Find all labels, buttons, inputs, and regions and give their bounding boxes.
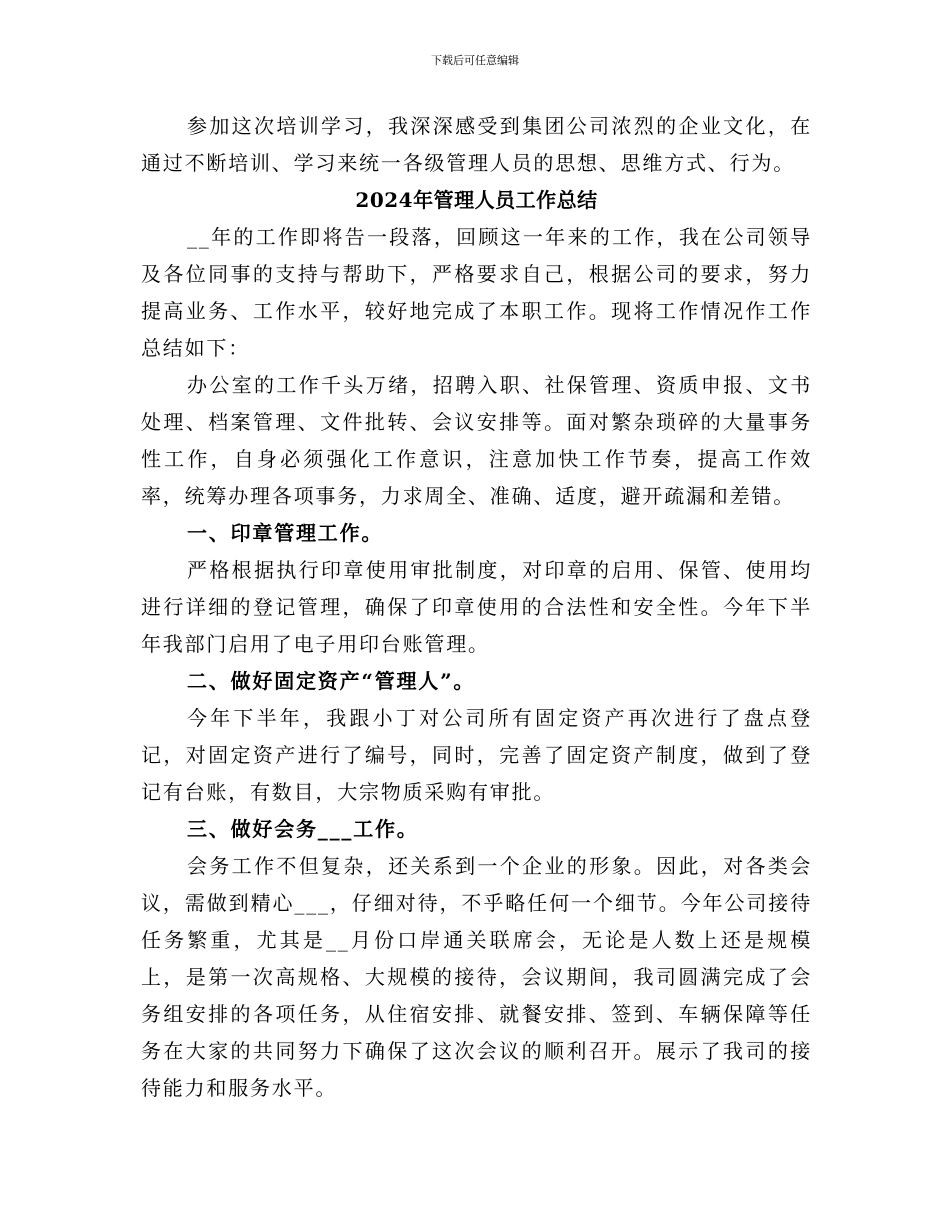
paragraph-seal: 严格根据执行印章使用审批制度，对印章的启用、保管、使用均进行详细的登记管理，确保了印章使用的合法性和安全性。今年下半年我部门启用了电子用印台账管理。 — [141, 558, 812, 656]
intro-paragraph: 参加这次培训学习，我深深感受到集团公司浓烈的企业文化，在通过不断培训、学习来统一各级管理人员的思想、思维方式、行为。 — [141, 114, 812, 175]
section-heading-assets: 二、做好固定资产“管理人”。 — [187, 669, 476, 693]
section-heading-meetings: 三、做好会务___工作。 — [187, 817, 419, 841]
paragraph-assets: 今年下半年，我跟小丁对公司所有固定资产再次进行了盘点登记，对固定资产进行了编号，同时，完善了固定资产制度，做到了登记有台账，有数目，大宗物质采购有审批。 — [141, 706, 812, 804]
document-body — [141, 108, 812, 1107]
document-title: 2024年管理人员工作总结 — [355, 188, 598, 212]
paragraph-office-work: 办公室的工作千头万绪，招聘入职、社保管理、资质申报、文书处理、档案管理、文件批转、会议安排等。面对繁杂琐碎的大量事务性工作，自身必须强化工作意识，注意加快工作节奏，提高工作效率，统筹办理各项事务，力求周全、准确、适度，避开疏漏和差错。 — [141, 373, 812, 508]
page-header: 下载后可任意编辑 — [431, 54, 519, 67]
section-heading-seal: 一、印章管理工作。 — [187, 521, 384, 545]
paragraph-meetings: 会务工作不但复杂，还关系到一个企业的形象。因此，对各类会议，需做到精心___，仔细对待，不乎略任何一个细节。今年公司接待任务繁重，尤其是__月份口岸通关联席会，无论是人数上还是规模上，是第一次高规格、大规模的接待，会议期间，我司圆满完成了会务组安排的各项任务，从住宿安排、就餐安排、签到、车辆保障等任务在大家的共同努力下确保了这次会议的顺利召开。展示了我司的接待能力和服务水平。 — [141, 854, 812, 1100]
paragraph-opening: __年的工作即将告一段落，回顾这一年来的工作，我在公司领导及各位同事的支持与帮助下，严格要求自己，根据公司的要求，努力提高业务、工作水平，较好地完成了本职工作。现将工作情况作工作总结如下： — [141, 225, 812, 360]
